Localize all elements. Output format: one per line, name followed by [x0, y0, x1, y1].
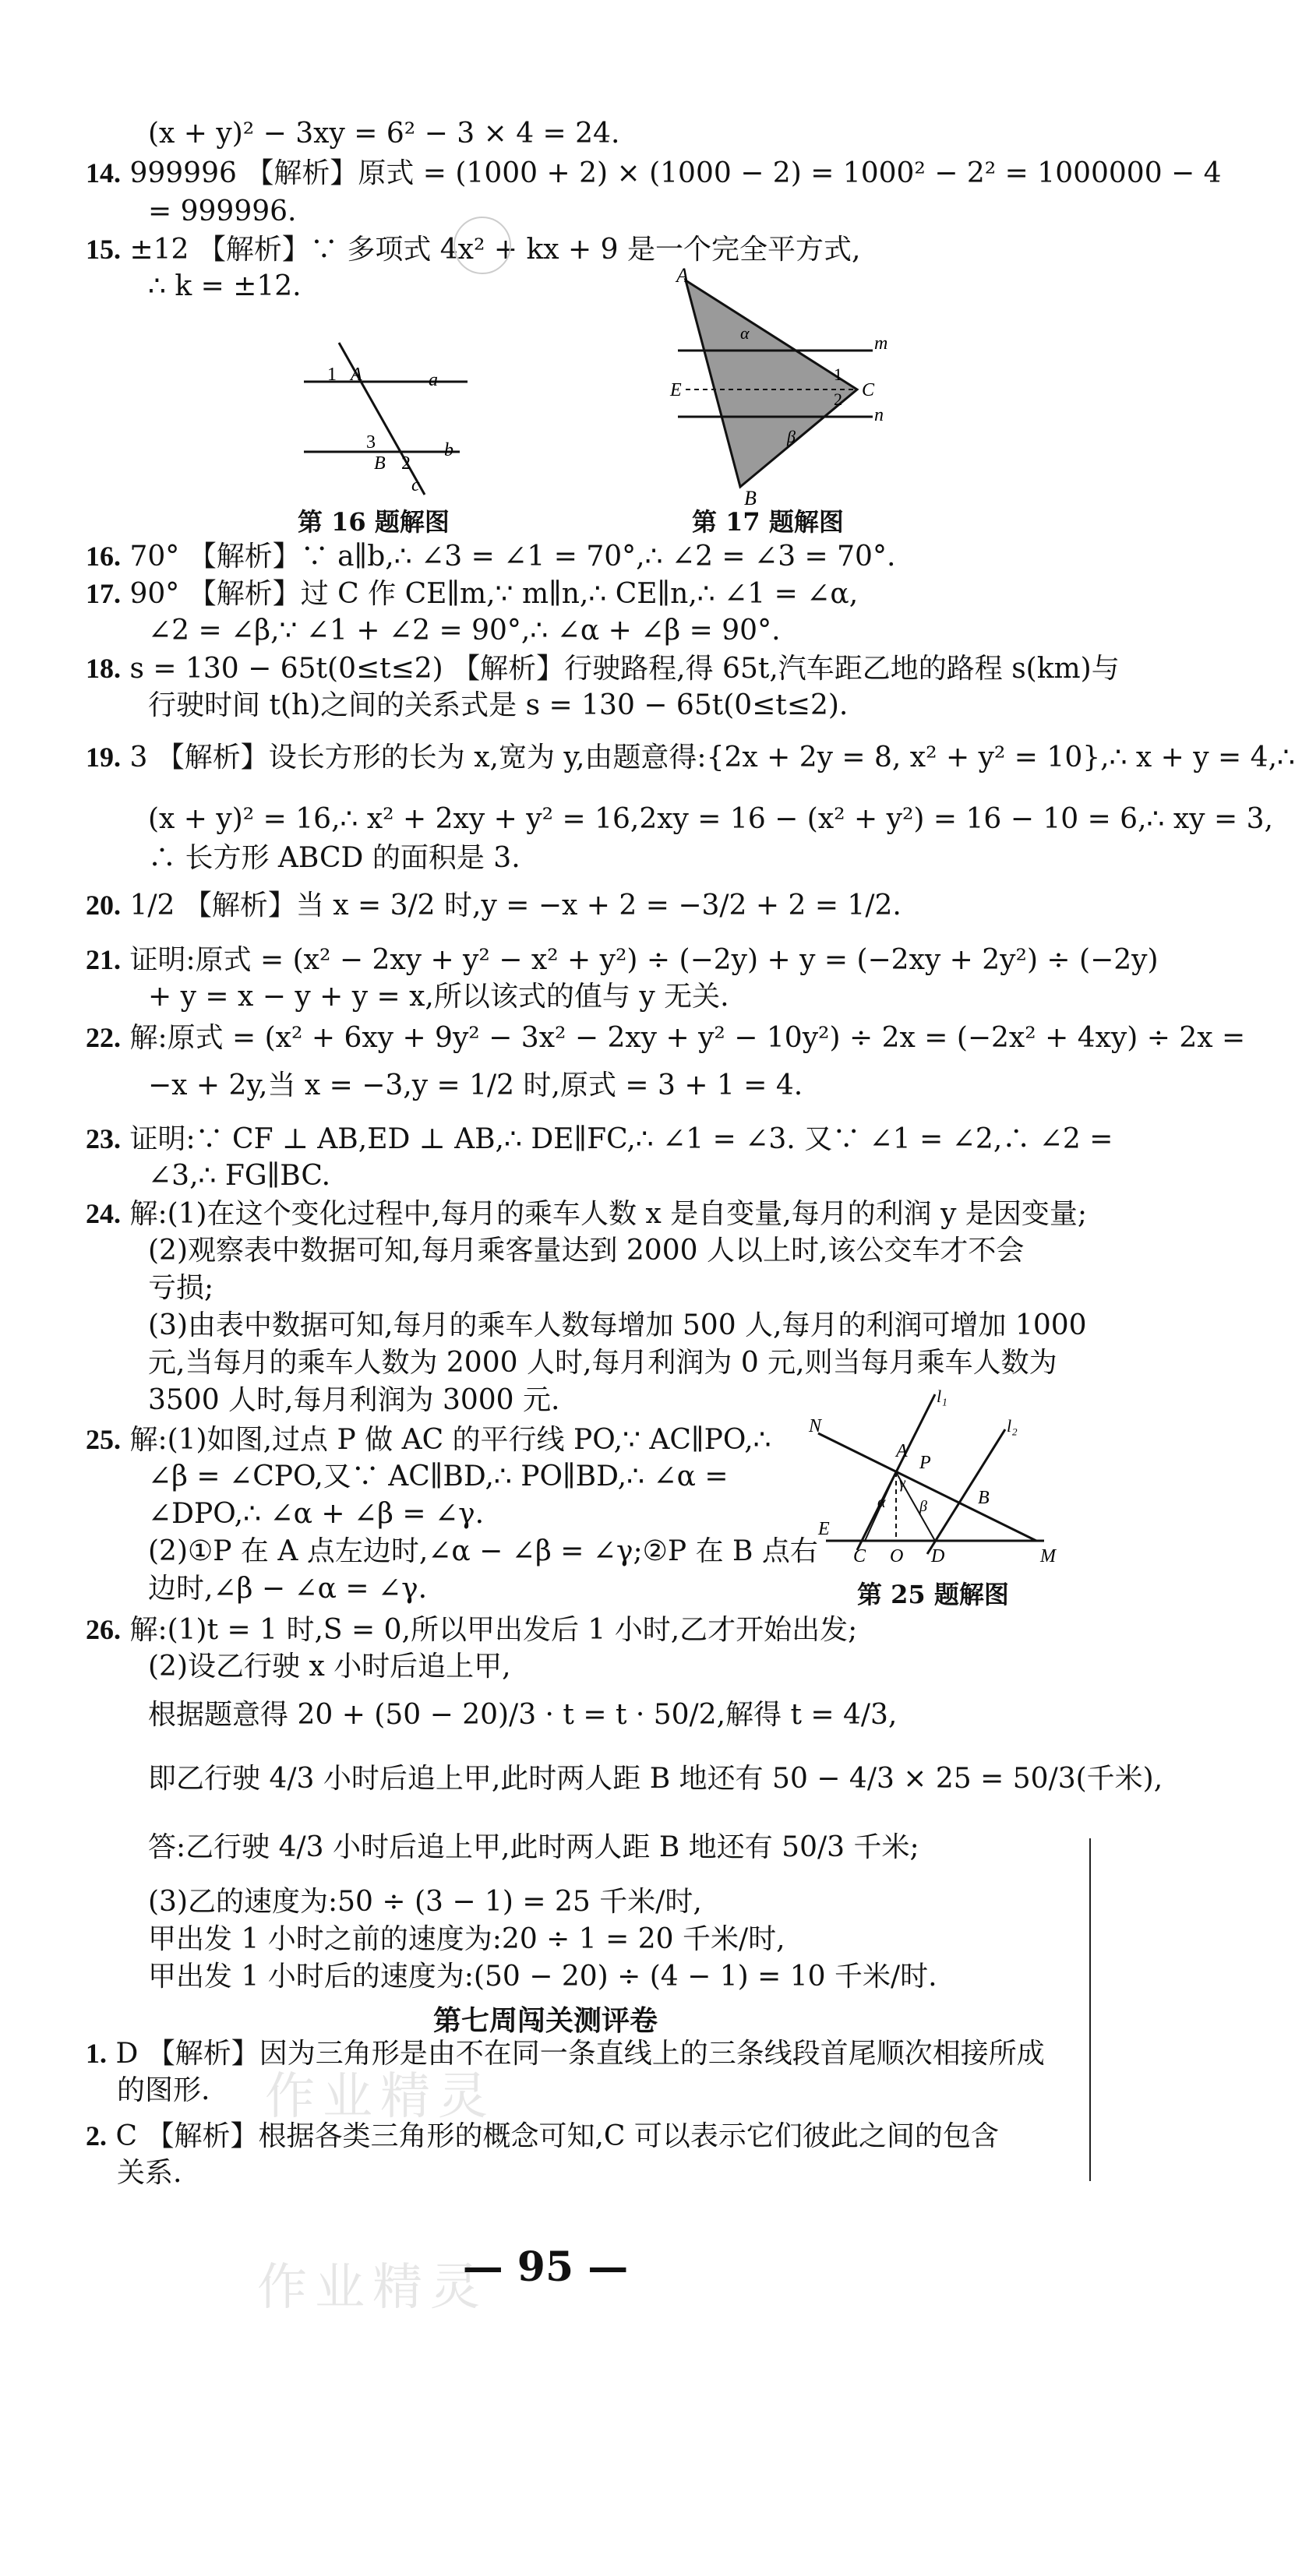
- text-line: (x + y)² − 3xy = 6² − 3 × 4 = 24.: [148, 118, 620, 150]
- fig25-label: N: [809, 1416, 822, 1436]
- text-line: 根据题意得 20 + (50 − 20)/3 · t = t · 50/2,解得 t = 4/3,: [148, 1699, 898, 1731]
- figure-17: [670, 264, 904, 509]
- answer-26: 26. 解:(1)t = 1 时,S = 0,所以甲出发后 1 小时,乙才开始出发;: [86, 1614, 858, 1646]
- text-line: ∴ k = ±12.: [148, 270, 302, 302]
- fig25-label: C: [853, 1546, 866, 1566]
- text-line: ∴ 长方形 ABCD 的面积是 3.: [148, 842, 520, 874]
- column-divider: [1089, 1838, 1091, 2181]
- answer-15: 15. ±12 【解析】∵ 多项式 4x² + kx + 9 是一个完全平方式,: [86, 234, 861, 266]
- fig17-label: m: [874, 333, 888, 354]
- fig25-label: l₁: [937, 1387, 947, 1406]
- fig17-label: n: [874, 405, 884, 425]
- answer-24: 24. 解:(1)在这个变化过程中,每月的乘车人数 x 是自变量,每月的利润 y 是因变量;: [86, 1198, 1088, 1230]
- text-line: 甲出发 1 小时后的速度为:(50 − 20) ÷ (4 − 1) = 10 千米/时.: [148, 1961, 937, 1993]
- answer-25: 25. 解:(1)如图,过点 P 做 AC 的平行线 PO,∵ AC∥PO,∴: [86, 1424, 771, 1456]
- stamp-mark: [453, 217, 511, 274]
- fig25-label: α: [877, 1494, 886, 1511]
- text-line: ∠β = ∠CPO,又∵ AC∥BD,∴ PO∥BD,∴ ∠α =: [148, 1461, 729, 1492]
- text-line: 的图形.: [117, 2074, 210, 2106]
- fig16-label: B: [374, 453, 386, 474]
- figure-16-caption: 第 16 题解图: [298, 507, 450, 537]
- text-line: 答:乙行驶 4/3 小时后追上甲,此时两人距 B 地还有 50/3 千米;: [148, 1831, 919, 1863]
- answer-20: 20. 1/2 【解析】当 x = 3/2 时,y = −x + 2 = −3/2 + 2 = 1/2.: [86, 890, 902, 922]
- watermark: 作业精灵: [257, 2259, 488, 2317]
- answer-23: 23. 证明:∵ CF ⊥ AB,ED ⊥ AB,∴ DE∥FC,∴ ∠1 = ∠3. 又∵ ∠1 = ∠2,∴ ∠2 =: [86, 1123, 1113, 1155]
- fig17-label: E: [670, 380, 682, 400]
- fig16-label: b: [444, 440, 453, 460]
- figure-16: [296, 343, 475, 499]
- fig25-label: β: [919, 1498, 927, 1515]
- fig17-label: B: [744, 487, 757, 509]
- fig17-label: α: [740, 323, 750, 343]
- fig25-label: M: [1040, 1546, 1056, 1566]
- text-line: 元,当每月的乘车人数为 2000 人时,每月利润为 0 元,则当每月乘车人数为: [148, 1347, 1057, 1379]
- fig25-label: E: [818, 1519, 830, 1539]
- fig25-label: B: [978, 1488, 990, 1508]
- figure-25-caption: 第 25 题解图: [857, 1580, 1009, 1609]
- text-line: (2)观察表中数据可知,每月乘客量达到 2000 人以上时,该公交车才不会: [148, 1235, 1025, 1267]
- fig25-label: l₂: [1007, 1416, 1018, 1436]
- fig25-label: P: [919, 1453, 931, 1473]
- text-line: −x + 2y,当 x = −3,y = 1/2 时,原式 = 3 + 1 = 4.: [148, 1070, 803, 1101]
- answer-17: 17. 90° 【解析】过 C 作 CE∥m,∵ m∥n,∴ CE∥n,∴ ∠1 = ∠α,: [86, 578, 859, 610]
- answer-1: 1. D 【解析】因为三角形是由不在同一条直线上的三条线段首尾顺次相接所成: [86, 2038, 1045, 2070]
- fig17-label: 2: [834, 389, 842, 409]
- text-line: 行驶时间 t(h)之间的关系式是 s = 130 − 65t(0≤t≤2).: [148, 689, 849, 721]
- text-line: ∠2 = ∠β,∵ ∠1 + ∠2 = 90°,∴ ∠α + ∠β = 90°.: [148, 615, 781, 647]
- answer-22: 22. 解:原式 = (x² + 6xy + 9y² − 3x² − 2xy + y² − 10y²) ÷ 2x = (−2x² + 4xy) ÷ 2x =: [86, 1022, 1246, 1054]
- figure-17-caption: 第 17 题解图: [692, 507, 844, 537]
- fig25-label: A: [896, 1441, 908, 1461]
- answer-18: 18. s = 130 − 65t(0≤t≤2) 【解析】行驶路程,得 65t,汽车距乙地的路程 s(km)与: [86, 653, 1120, 685]
- text-line: (3)乙的速度为:50 ÷ (3 − 1) = 25 千米/时,: [148, 1886, 702, 1918]
- text-line: 3500 人时,每月利润为 3000 元.: [148, 1384, 560, 1416]
- fig25-label: O: [890, 1546, 904, 1566]
- text-line: 关系.: [117, 2157, 182, 2189]
- answer-2: 2. C 【解析】根据各类三角形的概念可知,C 可以表示它们彼此之间的包含: [86, 2120, 999, 2152]
- fig25-label: γ: [899, 1475, 905, 1492]
- watermark: 作业精灵: [265, 2068, 496, 2126]
- fig16-label: 2: [401, 453, 411, 474]
- fig16-label: a: [429, 370, 438, 390]
- text-line: (3)由表中数据可知,每月的乘车人数每增加 500 人,每月的利润可增加 1000: [148, 1309, 1087, 1341]
- fig16-label: 1: [327, 365, 337, 385]
- answer-19: 19. 3 【解析】设长方形的长为 x,宽为 y,由题意得:{2x + 2y = 8, x² + y² = 10},∴ x + y = 4,∴: [86, 742, 1295, 774]
- text-line: 甲出发 1 小时之前的速度为:20 ÷ 1 = 20 千米/时,: [148, 1923, 785, 1955]
- text-line: ∠3,∴ FG∥BC.: [148, 1160, 331, 1192]
- text-line: 边时,∠β − ∠α = ∠γ.: [148, 1573, 428, 1605]
- figure-25: [803, 1387, 1060, 1573]
- page-number: — 95 —: [462, 2243, 629, 2291]
- text-line: (2)设乙行驶 x 小时后追上甲,: [148, 1651, 511, 1683]
- answer-14: 14. 999996 【解析】原式 = (1000 + 2) × (1000 − 2) = 1000² − 2² = 1000000 − 4: [86, 157, 1222, 189]
- text-line: 即乙行驶 4/3 小时后追上甲,此时两人距 B 地还有 50 − 4/3 × 25 = 50/3(千米),: [148, 1763, 1163, 1795]
- text-line: (2)①P 在 A 点左边时,∠α − ∠β = ∠γ;②P 在 B 点右: [148, 1535, 818, 1567]
- answer-21: 21. 证明:原式 = (x² − 2xy + y² − x² + y²) ÷ (−2y) + y = (−2xy + 2y²) ÷ (−2y): [86, 944, 1159, 976]
- fig17-label: C: [862, 380, 875, 400]
- fig16-label: 3: [366, 432, 376, 453]
- fig17-label: A: [676, 264, 689, 287]
- text-line: ∠DPO,∴ ∠α + ∠β = ∠γ.: [148, 1498, 485, 1530]
- section-title: 第七周闯关测评卷: [432, 2004, 658, 2037]
- fig16-label: A: [351, 365, 362, 385]
- fig17-label: β: [787, 427, 796, 446]
- text-line: 亏损;: [148, 1272, 214, 1304]
- text-line: + y = x − y + y = x,所以该式的值与 y 无关.: [148, 981, 729, 1013]
- answer-16: 16. 70° 【解析】∵ a∥b,∴ ∠3 = ∠1 = 70°,∴ ∠2 = ∠3 = 70°.: [86, 541, 896, 573]
- text-line: (x + y)² = 16,∴ x² + 2xy + y² = 16,2xy = 16 − (x² + y²) = 16 − 10 = 6,∴ xy = 3,: [148, 803, 1273, 835]
- fig17-label: 1: [834, 365, 842, 384]
- fig16-label: c: [411, 475, 420, 495]
- text-line: = 999996.: [148, 196, 297, 227]
- fig25-label: D: [931, 1546, 945, 1566]
